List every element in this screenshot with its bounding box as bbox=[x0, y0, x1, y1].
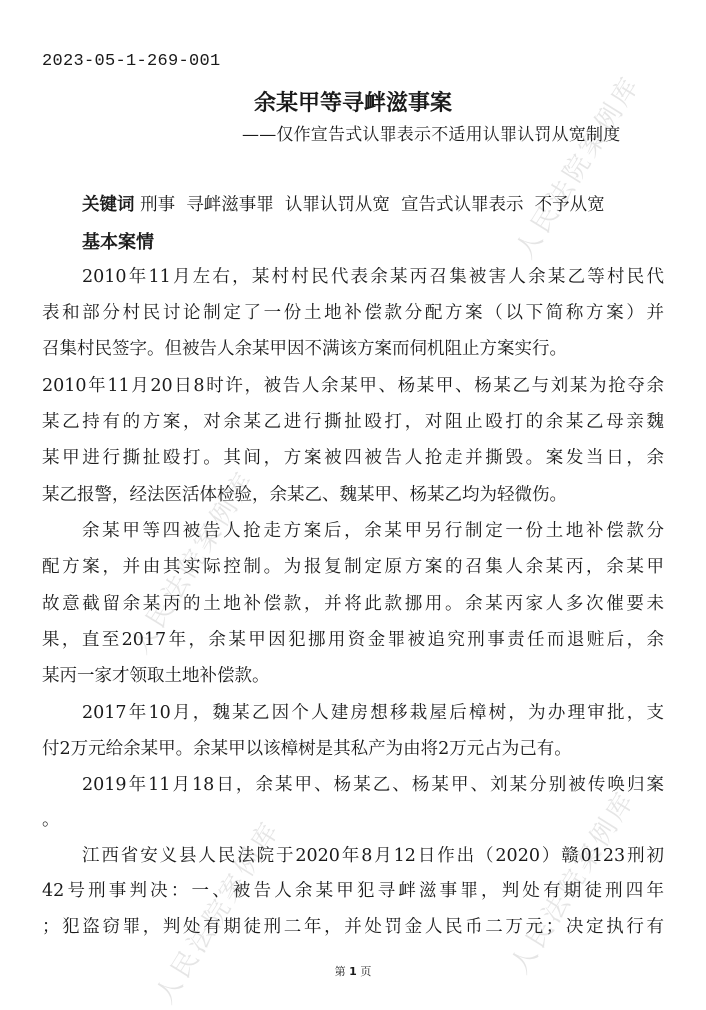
body-line: 配方案，并由其实际控制。为报复制定原方案的召集人余某丙，余某甲 bbox=[42, 557, 664, 577]
watermark: 人民法院案例库 bbox=[125, 465, 262, 660]
body-line: 。 bbox=[42, 810, 60, 830]
body-line: 表和部分村民讨论制定了一份土地补偿款分配方案（以下简称方案）并 bbox=[42, 303, 664, 323]
watermark: 人民法院案例库 bbox=[150, 815, 287, 1010]
body-line: 江西省安义县人民法院于2020年8月12日作出（2020）赣0123刑初 bbox=[82, 846, 664, 866]
body-line: 召集村民签字。但被告人余某甲因不满该方案而伺机阻止方案实行。 bbox=[42, 339, 567, 359]
document-subtitle: ——仅作宣告式认罪表示不适用认罪认罚从宽制度 bbox=[242, 125, 621, 145]
keywords-line bbox=[82, 191, 605, 216]
body-line: 某乙持有的方案，对余某乙进行撕扯殴打，对阻止殴打的余某乙母亲魏 bbox=[42, 412, 664, 432]
body-line: 2019年11月18日，余某甲、杨某乙、杨某甲、刘某分别被传唤归案 bbox=[82, 775, 664, 795]
footer-prefix: 第 bbox=[334, 965, 346, 978]
watermark: 人民法院案例库 bbox=[505, 785, 642, 980]
body-line: 某丙一家才领取土地补偿款。 bbox=[42, 666, 270, 686]
body-line: 付2万元给余某甲。余某甲以该樟树是其私产为由将2万元占为己有。 bbox=[42, 739, 572, 759]
body-line: 果，直至2017年，余某甲因犯挪用资金罪被追究刑事责任而退赃后，余 bbox=[42, 630, 664, 650]
body-line: 2010年11月20日8时许，被告人余某甲、杨某甲、杨某乙与刘某为抢夺余 bbox=[42, 376, 664, 396]
body-line: ；犯盗窃罪，判处有期徒刑二年，并处罚金人民币二万元；决定执行有 bbox=[42, 917, 664, 937]
page-number: 1 bbox=[349, 965, 357, 978]
watermark: 人民法院案例库 bbox=[510, 70, 647, 265]
body-line: 2010年11月左右，某村村民代表余某丙召集被害人余某乙等村民代 bbox=[82, 267, 664, 287]
case-number: 2023-05-1-269-001 bbox=[42, 52, 221, 71]
document-title: 余某甲等寻衅滋事案 bbox=[253, 90, 452, 116]
footer-suffix: 页 bbox=[360, 965, 372, 978]
section-heading: 基本案情 bbox=[82, 232, 154, 253]
body-line: 某甲进行撕扯殴打。其间，方案被四被告人抢走并撕毁。案发当日，余 bbox=[42, 448, 664, 468]
page-footer bbox=[0, 963, 706, 979]
body-line: 故意截留余某丙的土地补偿款，并将此款挪用。余某丙家人多次催要未 bbox=[42, 594, 664, 614]
keywords-label: 关键词 bbox=[82, 195, 135, 215]
body-line: 某乙报警，经法医活体检验，余某乙、魏某甲、杨某乙均为轻微伤。 bbox=[42, 485, 567, 505]
keywords-text: 刑事 寻衅滋事罪 认罪认罚从宽 宣告式认罪表示 不予从宽 bbox=[140, 195, 605, 215]
body-line: 2017年10月，魏某乙因个人建房想移栽屋后樟树，为办理审批，支 bbox=[82, 703, 664, 723]
body-line: 42号刑事判决：一、被告人余某甲犯寻衅滋事罪，判处有期徒刑四年 bbox=[42, 881, 664, 901]
body-line: 余某甲等四被告人抢走方案后，余某甲另行制定一份土地补偿款分 bbox=[82, 521, 664, 541]
